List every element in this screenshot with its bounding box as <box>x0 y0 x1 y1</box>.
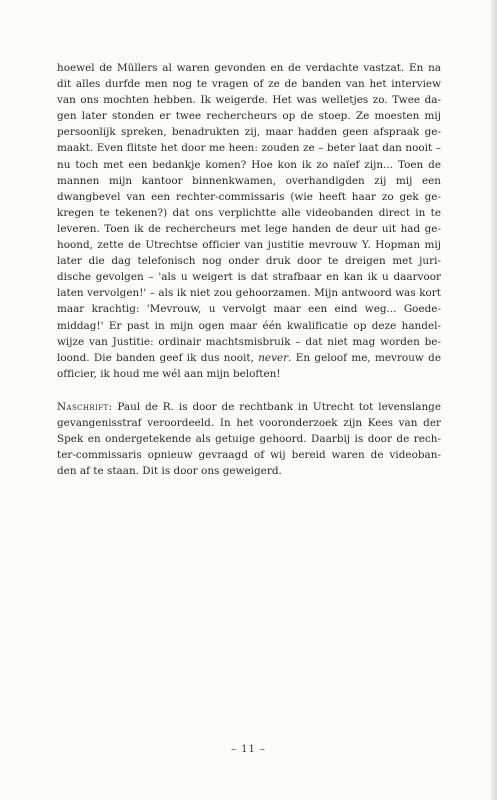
text-line: Spek en ondergetekende als getuige gehoord. Daarbij is door de rech- <box>57 433 441 446</box>
text-line: mij later die dag telefonisch nog onder druk door te dreigen met juri- <box>57 239 441 268</box>
text-line: hoewel de Müllers al waren gevonden en de verdachte vastzat. En na <box>57 62 441 74</box>
text-line: hoond, zette de Utrechtse officier van justitie mevrouw Y. Hopman <box>57 239 421 252</box>
text-line: Paul de R. is door de rechtbank in Utrecht tot levenslange <box>112 400 441 413</box>
text-line: de mannen mijn kantoor binnenkwamen, overhandigden zij mij een <box>57 158 441 187</box>
postscript-label: Naschrift: <box>57 400 113 413</box>
emphasis-never: never <box>258 351 289 364</box>
text-line: ter-commissaris opnieuw gevraagd of wij bereid waren de videoban- <box>57 449 441 462</box>
text-line: dwangbevel van een rechter-commissaris (wie heeft haar zo gek ge- <box>57 190 441 203</box>
text-line: dische gevolgen – 'als u weigert is dat strafbaar en kan ik u daarvoor <box>57 271 441 284</box>
text-line: . En geloof me, mevrouw de <box>288 351 441 364</box>
postscript-paragraph <box>57 399 441 479</box>
text-line: den af te staan. Dit is door ons geweigerd. <box>57 465 282 478</box>
text-line: kregen te tekenen?) dat ons verplichtte alle videobanden direct in te <box>57 206 441 219</box>
text-line: officier, ik houd me wél aan mijn beloften! <box>57 367 281 380</box>
text-line: loond. Die banden geef ik dus nooit, <box>57 351 259 364</box>
text-line: wijze van Justitie: ordinair machtsmisbruik – dat niet mag worden be- <box>57 335 441 348</box>
text-line: kort maar krachtig: 'Mevrouw, u vervolgt maar een eind weg... Goede- <box>57 287 441 316</box>
page-edge <box>491 0 497 800</box>
text-line: middag!' Er past in mijn ogen maar één kwalificatie op deze handel- <box>57 319 441 332</box>
text-line: gevangenisstraf veroordeeld. In het vooronderzoek zijn Kees van der <box>57 416 441 429</box>
text-line: dit alles durfde men nog te vragen of ze de banden van het interview <box>57 78 441 91</box>
text-line: – nu toch met een bedankje komen? Hoe kon ik zo naïef zijn... Toen <box>57 142 442 171</box>
main-paragraph <box>57 60 441 382</box>
text-line: gen later stonden er twee rechercheurs op de stoep. Ze moesten mij <box>57 110 441 123</box>
text-line: maakt. Even flitste het door me heen: zouden ze – beter laat dan nooit <box>57 142 433 155</box>
text-line: laten vervolgen!' – als ik niet zou gehoorzamen. Mijn antwoord was <box>57 287 416 300</box>
body-text <box>57 60 441 479</box>
page-number: – 11 – <box>230 744 267 755</box>
text-line: leveren. Toen ik de rechercheurs met lege handen de deur uit had ge- <box>57 222 441 235</box>
text-line: van ons mochten hebben. Ik weigerde. Het was welletjes zo. Twee da- <box>57 94 441 107</box>
text-line: persoonlijk spreken, benadrukten zij, maar hadden geen afspraak ge- <box>57 126 441 139</box>
